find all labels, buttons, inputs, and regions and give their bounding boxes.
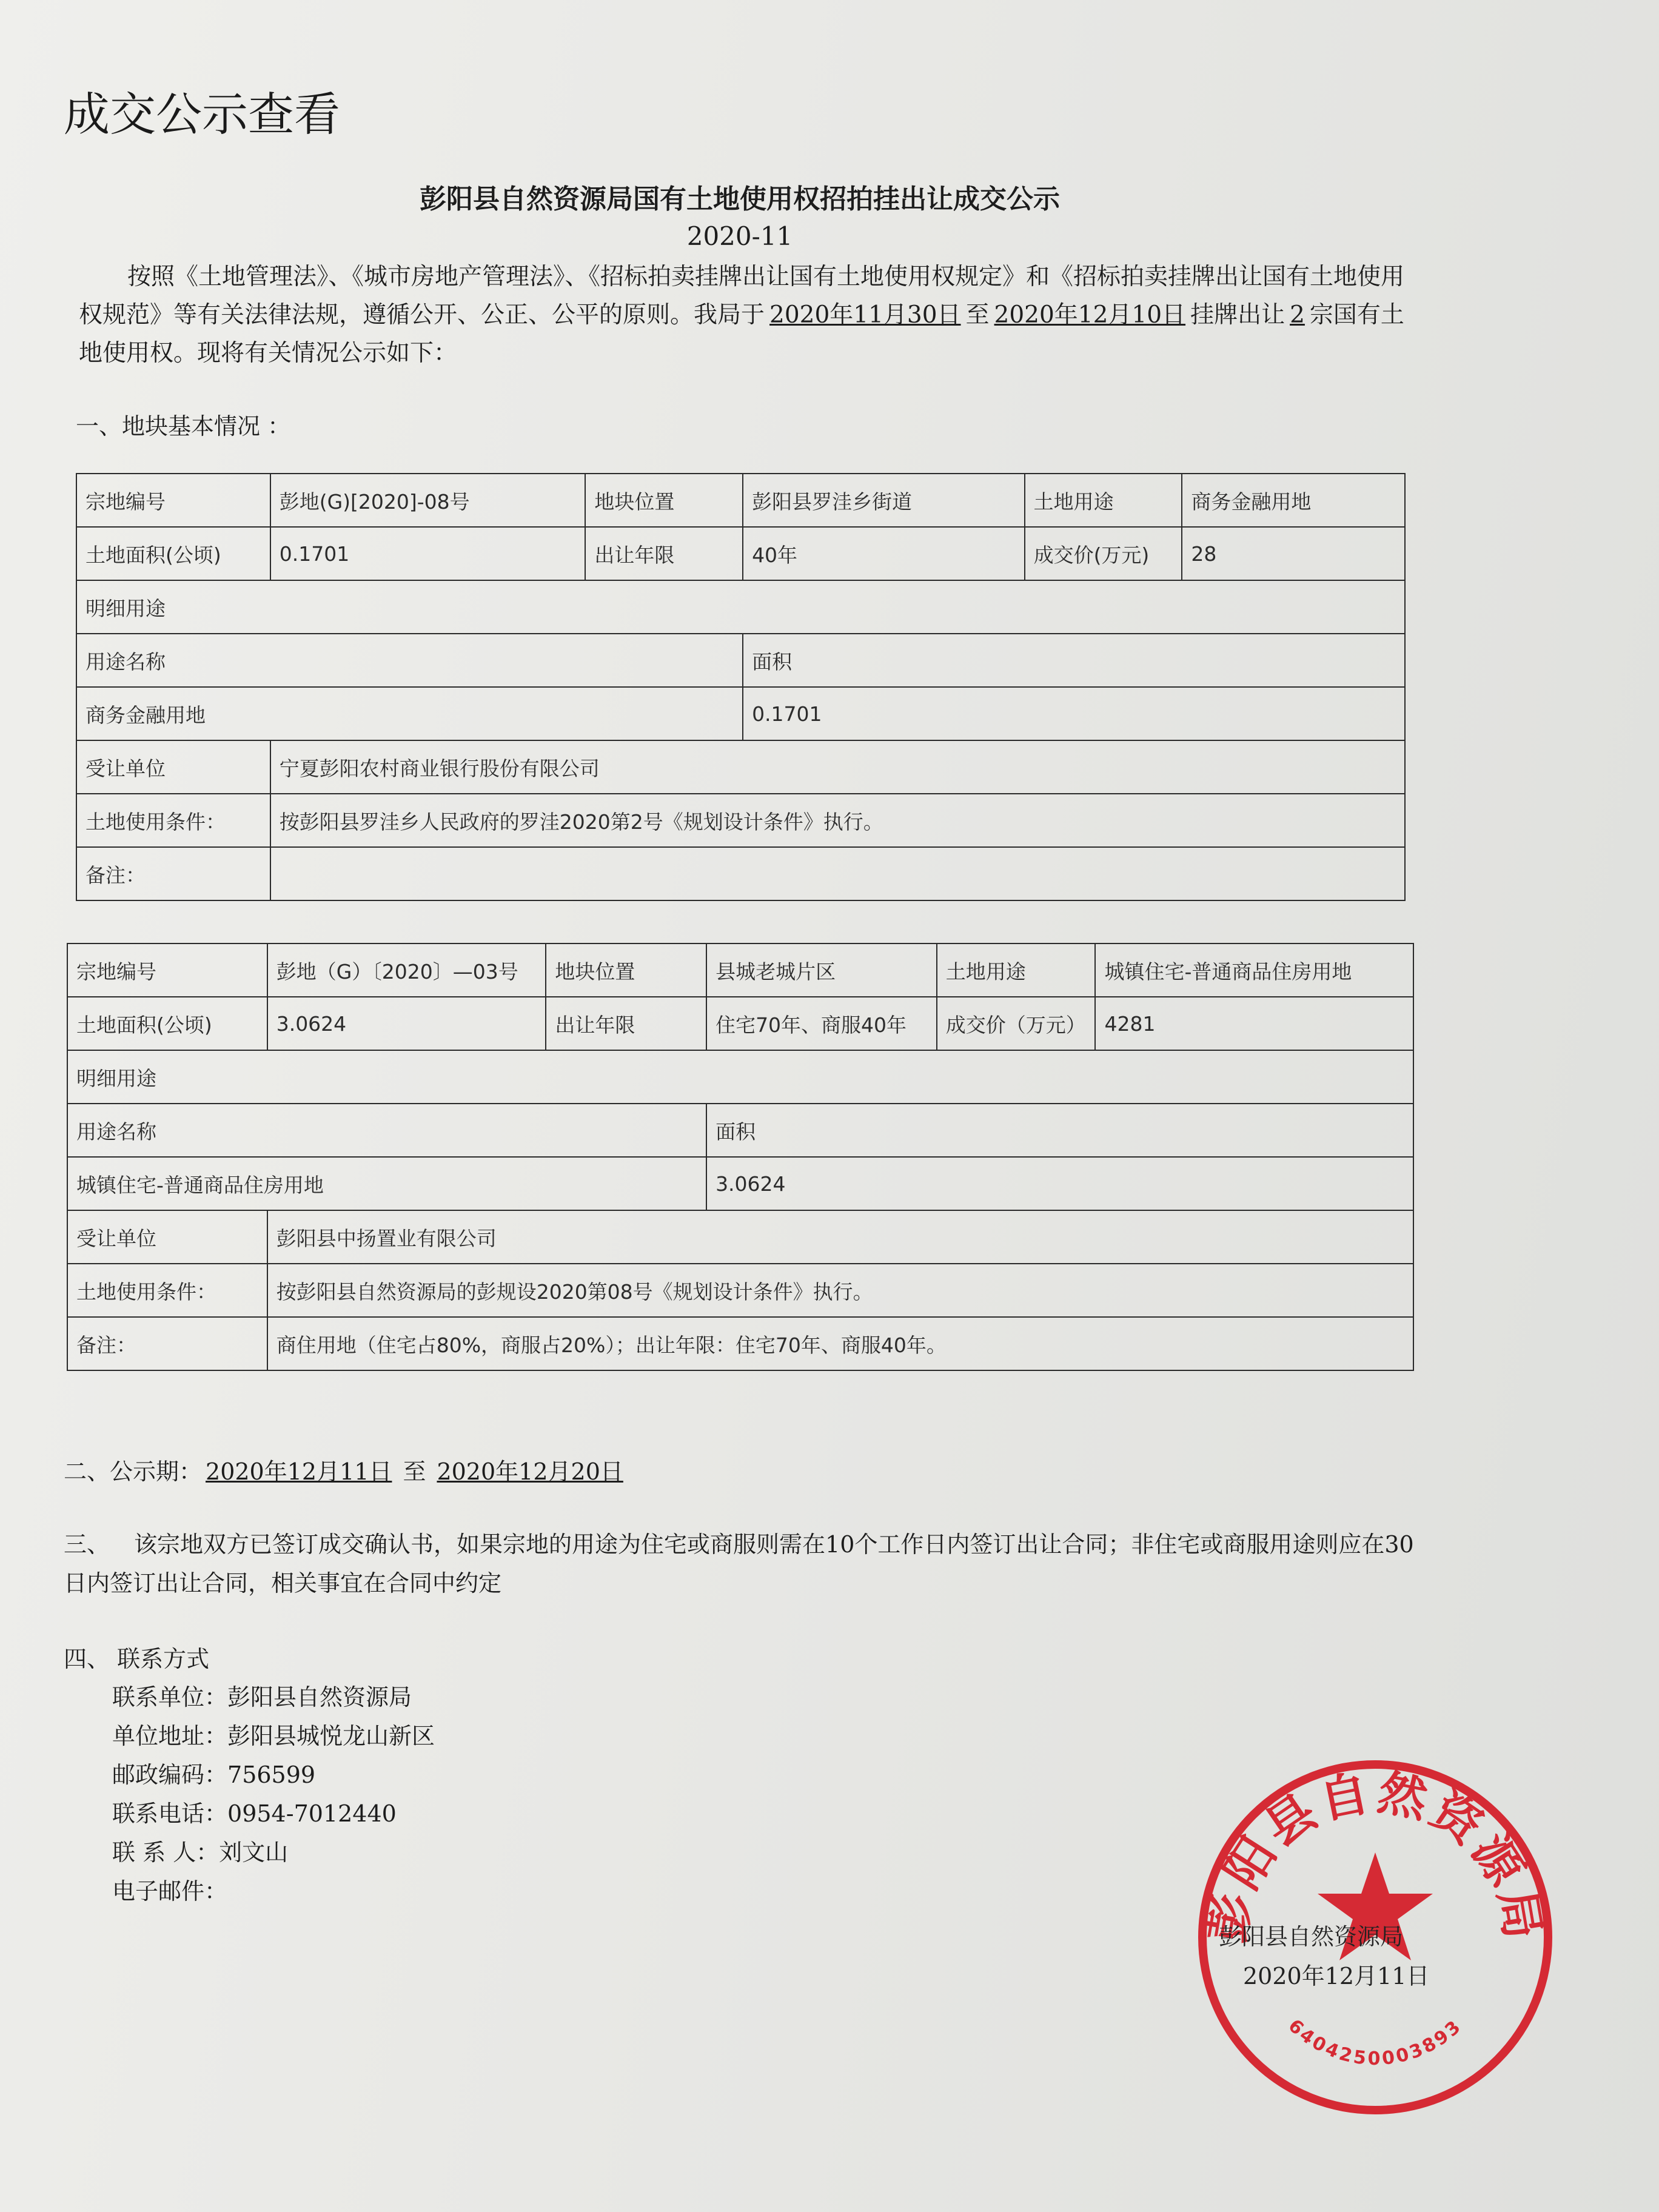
- section-4-heading: 四、 联系方式: [64, 1646, 210, 1672]
- signature-date: 2020年12月11日: [1243, 1963, 1430, 1989]
- contact-postcode: [112, 1756, 315, 1789]
- table-row: [76, 794, 1405, 847]
- document-period: 2020-11: [686, 221, 793, 251]
- intro-text-2: 至: [965, 301, 990, 329]
- contact-email: [112, 1872, 227, 1906]
- contact-unit-label: 联系单位：: [112, 1684, 228, 1711]
- price-value: 28: [1182, 527, 1405, 580]
- section-2-publicity-period: [64, 1452, 627, 1491]
- intro-text-3: 挂牌出让: [1190, 301, 1285, 329]
- use-area-header: 面积: [743, 634, 1405, 687]
- contact-person-value: 刘文山: [219, 1839, 289, 1866]
- intro-count: 2: [1290, 301, 1305, 329]
- detail-area-value: 3.0624: [706, 1157, 1413, 1210]
- table-row: [76, 740, 1405, 794]
- contact-postcode-label: 邮政编码：: [112, 1761, 228, 1788]
- detail-use-value: 城镇住宅-普通商品住房用地: [67, 1157, 706, 1210]
- use-name-header: 用途名称: [76, 634, 743, 687]
- remark-label: 备注：: [67, 1317, 267, 1370]
- detail-area-value: 0.1701: [743, 687, 1405, 740]
- section-2-label: 二、公示期：: [64, 1458, 203, 1485]
- table-row: [76, 687, 1405, 740]
- table-row: [76, 474, 1405, 527]
- buyer-value: 彭阳县中扬置业有限公司: [267, 1210, 1413, 1264]
- term-label: 出让年限: [585, 527, 743, 580]
- intro-paragraph: [79, 258, 1407, 372]
- contact-person: [112, 1834, 288, 1867]
- parcel-id: 彭地(G)[2020]-08号: [270, 474, 586, 527]
- table-row: [76, 634, 1405, 687]
- parcel-table-2: [67, 943, 1414, 1371]
- condition-value: 按彭阳县自然资源局的彭规设2020第08号《规划设计条件》执行。: [267, 1264, 1413, 1317]
- use-area-header: 面积: [706, 1104, 1413, 1157]
- land-use-label: 土地用途: [1025, 474, 1182, 527]
- land-use-label: 土地用途: [937, 943, 1096, 997]
- remark-value: [270, 847, 1405, 900]
- table-row: [76, 580, 1405, 634]
- condition-label: 土地使用条件：: [76, 794, 270, 847]
- document-title: 彭阳县自然资源局国有土地使用权招拍挂出让成交公示: [420, 184, 1060, 215]
- publicity-start-date: 2020年12月11日: [206, 1458, 392, 1485]
- parcel-id-label: 宗地编号: [76, 474, 270, 527]
- area-label: 土地面积(公顷): [67, 997, 267, 1050]
- table-row: [67, 1157, 1413, 1210]
- buyer-label: 受让单位: [67, 1210, 267, 1264]
- term-value: 住宅70年、商服40年: [706, 997, 937, 1050]
- parcel-id-label: 宗地编号: [67, 943, 267, 997]
- price-value: 4281: [1095, 997, 1413, 1050]
- area-value: 0.1701: [270, 527, 586, 580]
- area-label: 土地面积(公顷): [76, 527, 270, 580]
- location-value: 县城老城片区: [706, 943, 937, 997]
- location-label: 地块位置: [585, 474, 743, 527]
- location-label: 地块位置: [546, 943, 706, 997]
- intro-text-4: 宗国有土地使用权。现将有关情况公示如下：: [79, 301, 1404, 367]
- buyer-value: 宁夏彭阳农村商业银行股份有限公司: [270, 740, 1405, 794]
- signature-org: 彭阳县自然资源局: [1219, 1923, 1404, 1950]
- detail-use-header: 明细用途: [67, 1050, 1413, 1104]
- detail-use-header: 明细用途: [76, 580, 1405, 634]
- table-row: [67, 1104, 1413, 1157]
- contact-unit: [112, 1678, 412, 1712]
- land-use-value: 商务金融用地: [1182, 474, 1405, 527]
- term-value: 40年: [743, 527, 1025, 580]
- buyer-label: 受让单位: [76, 740, 270, 794]
- location-value: 彭阳县罗洼乡街道: [743, 474, 1025, 527]
- contact-address-value: 彭阳县城悦龙山新区: [227, 1723, 435, 1749]
- publicity-end-date: 2020年12月20日: [437, 1458, 623, 1485]
- contact-address: [112, 1717, 435, 1751]
- page-header: 成交公示查看: [64, 87, 340, 141]
- table-row: [67, 1050, 1413, 1104]
- price-label: 成交价(万元): [1025, 527, 1182, 580]
- table-row: [67, 997, 1413, 1050]
- intro-date-end: 2020年12月10日: [994, 301, 1186, 329]
- condition-label: 土地使用条件：: [67, 1264, 267, 1317]
- area-value: 3.0624: [267, 997, 546, 1050]
- condition-value: 按彭阳县罗洼乡人民政府的罗洼2020第2号《规划设计条件》执行。: [270, 794, 1405, 847]
- seal-org-name: 彭阳县自然资源局: [1198, 1763, 1553, 1946]
- parcel-id: 彭地（G）〔2020〕—03号: [267, 943, 546, 997]
- price-label: 成交价（万元）: [937, 997, 1096, 1050]
- table-row: [76, 847, 1405, 900]
- section-3-text: 该宗地双方已签订成交确认书，如果宗地的用途为住宅或商服则需在10个工作日内签订出让合同；非住宅或商服用途则应在30日内签订出让合同，相关事宜在合同中约定: [64, 1531, 1414, 1597]
- contact-email-label: 电子邮件：: [112, 1878, 228, 1905]
- detail-use-value: 商务金融用地: [76, 687, 743, 740]
- remark-label: 备注：: [76, 847, 270, 900]
- contact-phone-value: 0954-7012440: [227, 1800, 397, 1827]
- parcel-table-1: [76, 473, 1406, 901]
- intro-date-start: 2020年11月30日: [769, 301, 961, 329]
- table-row: [67, 1210, 1413, 1264]
- table-row: [76, 527, 1405, 580]
- contact-address-label: 单位地址：: [112, 1723, 228, 1749]
- contact-postcode-value: 756599: [227, 1761, 316, 1788]
- table-row: [67, 1317, 1413, 1370]
- publicity-to: 至: [403, 1458, 426, 1485]
- table-row: [67, 943, 1413, 997]
- contact-phone-label: 联系电话：: [112, 1800, 228, 1827]
- use-name-header: 用途名称: [67, 1104, 706, 1157]
- intro-text-1: 按照《土地管理法》、《城市房地产管理法》、《招标拍卖挂牌出让国有土地使用权规定》和《招标拍卖挂牌出让国有土地使用权规范》等有关法律法规，遵循公开、公正、公平的原则。我局于: [79, 263, 1405, 329]
- section-3-label: 三、: [64, 1531, 110, 1558]
- section-3-contract-note: [64, 1525, 1422, 1603]
- land-use-value: 城镇住宅-普通商品住房用地: [1095, 943, 1413, 997]
- contact-phone: [112, 1795, 397, 1828]
- table-row: [67, 1264, 1413, 1317]
- contact-person-label: 联 系 人：: [112, 1839, 220, 1866]
- seal-number: 6404250003893: [1284, 2015, 1467, 2070]
- section-1-heading: 一、地块基本情况 ：: [76, 413, 291, 440]
- remark-value: 商住用地（住宅占80%，商服占20%）；出让年限：住宅70年、商服40年。: [267, 1317, 1413, 1370]
- term-label: 出让年限: [546, 997, 706, 1050]
- contact-unit-value: 彭阳县自然资源局: [227, 1684, 412, 1711]
